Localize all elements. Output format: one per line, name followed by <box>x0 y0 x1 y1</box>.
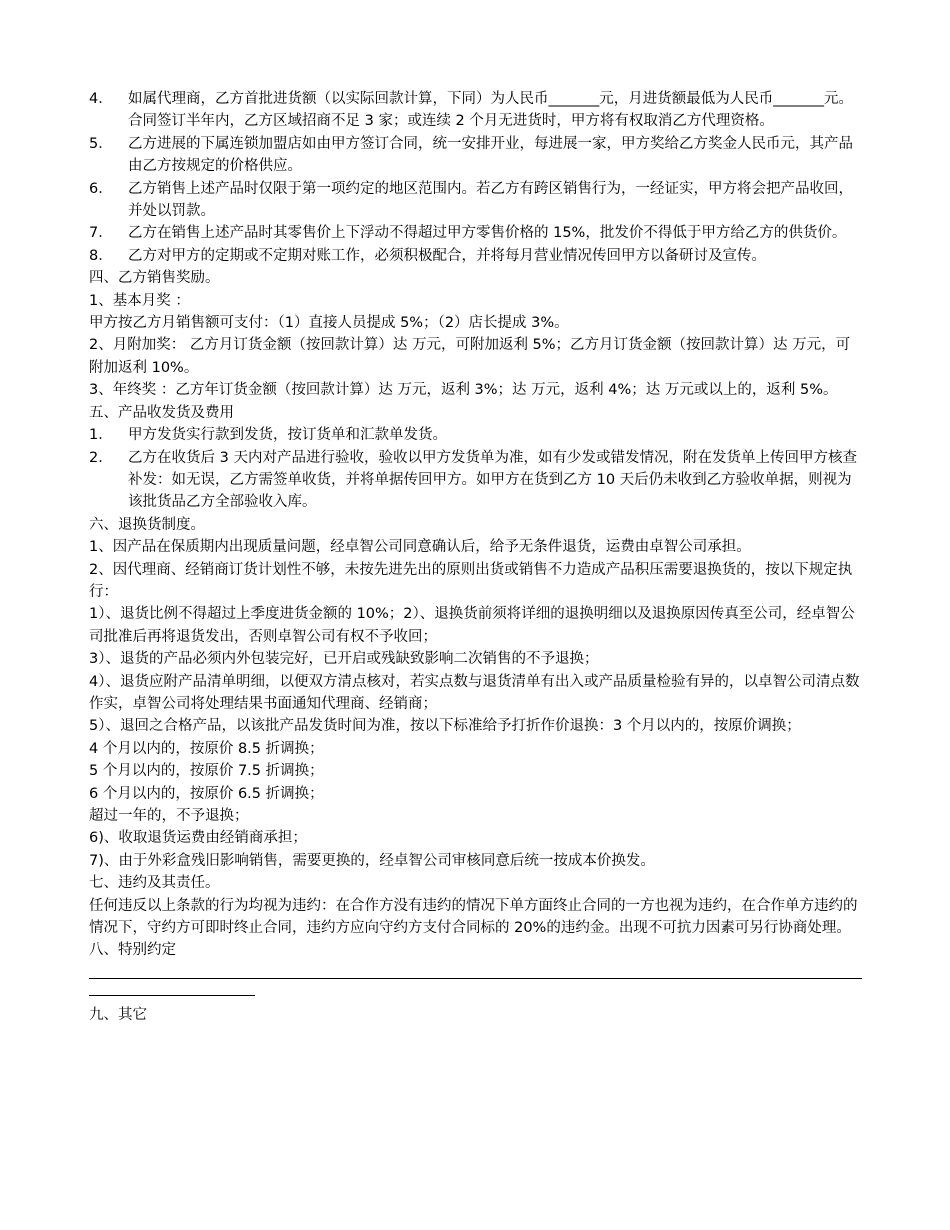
paragraph: 超过一年的，不予退换； <box>89 808 249 824</box>
clause-item-6 <box>89 178 862 223</box>
paragraph: 1）、退货比例不得超过上季度进货金额的 10%；2）、退换货前须将详细的退换明细以及退换原因传真至公司，经卓智公司批准后再将退货发出，否则卓智公司有权不予收回； <box>89 606 855 645</box>
clause-number: 7． <box>89 225 113 242</box>
paragraph: 1、因产品在保质期内出现质量问题，经卓智公司同意确认后，给予无条件退货，运费由卓智公司承担。 <box>89 539 751 556</box>
shipping-clause-list <box>89 424 862 514</box>
paragraph: 4 个月以内的，按原价 8.5 折调换； <box>89 740 324 757</box>
clause-text: 乙方在销售上述产品时其零售价上下浮动不得超过甲方零售价格的 15%，批发价不得低于甲方给乙方的供货价。 <box>128 225 847 242</box>
sales-reward-section <box>89 267 862 424</box>
section-heading: 四、乙方销售奖励。 <box>89 270 220 287</box>
paragraph: 6 个月以内的，按原价 6.5 折调换； <box>89 785 324 802</box>
paragraph: 7)、由于外彩盒残旧影响销售，需要更换的，经卓智公司审核同意后统一按成本价换发。 <box>89 852 655 869</box>
clause-number: 1． <box>89 427 113 444</box>
clause-list-part4 <box>89 88 862 267</box>
clause-item-7 <box>89 222 862 244</box>
clause-text: 如属代理商，乙方首批进货额（以实际回款计算，下同）为人民币_______元，月进货额最低为人民币_______元。合同签订半年内，乙方区域招商不足 3 家；或连续 2 个月无进货时，甲方将有权取消乙方代理资格。 <box>128 91 853 130</box>
clause-item-8 <box>89 245 862 267</box>
paragraph: 任何违反以上条款的行为均视为违约：在合作方没有违约的情况下单方面终止合同的一方也视为违约，在合作单方违约的情况下，守约方可即时终止合同，违约方应向守约方支付合同标的 20%的违约金。出现不可抗力因素可另行协商处理。 <box>89 897 858 937</box>
clause-number: 4． <box>89 91 113 107</box>
clause-text: 乙方在收货后 3 天内对产品进行验收，验收以甲方发货单为准，如有少发或错发情况，附在发货单上传回甲方核查补发：如无误，乙方需签单收货，并将单据传回甲方。如甲方在货到乙方 10 天后仍未收到乙方验收单据，则视为该批货品乙方全部验收入库。 <box>128 449 857 511</box>
shipping-item-2 <box>89 447 862 514</box>
section-heading-other: 九、其它 <box>89 1006 147 1023</box>
paragraph: 3）、退货的产品必须内外包装完好，已开启或残缺致影响二次销售的不予退换； <box>89 651 599 668</box>
paragraph: 1、基本月奖 ： <box>89 292 190 309</box>
clause-number: 6． <box>89 180 113 197</box>
paragraph: 5）、退回之合格产品，以该批产品发货时间为准，按以下标准给予打折作价退换：3 个月以内的，按原价调换； <box>89 718 801 735</box>
paragraph: 3、年终奖 ：乙方年订货金额（按回款计算）达 万元，返利 3%；达 万元，返利 4%；达 万元或以上的，返利 5%。 <box>89 382 838 399</box>
section-heading: 八、特别约定 <box>89 942 176 959</box>
blank-fill-line-short <box>89 979 255 996</box>
paragraph: 2、月附加奖： 乙方月订货金额（按回款计算）达 万元，可附加返利 5%；乙方月订货金额（按回款计算）达 万元，可附加返利 10%。 <box>89 337 851 376</box>
section-heading: 六、退换货制度。 <box>89 516 205 533</box>
section-heading: 七、违约及其责任。 <box>89 875 220 892</box>
clause-text: 乙方对甲方的定期或不定期对账工作，必须积极配合，并将每月营业情况传回甲方以备研讨及宣传。 <box>128 247 766 264</box>
paragraph: 2、因代理商、经销商订货计划性不够，未按先进先出的原则出货或销售不力造成产品积压需要退换货的，按以下规定执行： <box>89 561 853 600</box>
paragraph: 甲方按乙方月销售额可支付：（1）直接人员提成 5%；（2）店长提成 3%。 <box>89 315 569 332</box>
clause-number: 5． <box>89 135 113 152</box>
shipping-item-1 <box>89 424 862 446</box>
clause-text: 乙方进展的下属连锁加盟店如由甲方签订合同，统一安排开业，每进展一家，甲方奖给乙方奖金人民币元，其产品由乙方按规定的价格供应。 <box>128 135 853 175</box>
clause-item-4 <box>89 88 862 133</box>
clause-text: 甲方发货实行款到发货，按订货单和汇款单发货。 <box>128 427 447 444</box>
blank-fill-line <box>89 962 862 979</box>
clause-number: 2． <box>89 449 113 466</box>
return-policy-section <box>89 514 862 962</box>
paragraph: 4）、退货应附产品清单明细，以便双方清点核对，若实点数与退货清单有出入或产品质量检验有异的，以卓智公司清点数作实，卓智公司将处理结果书面通知代理商、经销商； <box>89 673 860 712</box>
paragraph: 6)、收取退货运费由经销商承担； <box>89 830 307 847</box>
paragraph: 5 个月以内的，按原价 7.5 折调换； <box>89 763 324 780</box>
clause-item-5 <box>89 133 862 178</box>
clause-text: 乙方销售上述产品时仅限于第一项约定的地区范围内。若乙方有跨区销售行为，一经证实，甲方将会把产品收回，并处以罚款。 <box>128 180 853 220</box>
clause-number: 8． <box>89 247 113 264</box>
section-heading: 五、产品收发货及费用 <box>89 404 234 421</box>
